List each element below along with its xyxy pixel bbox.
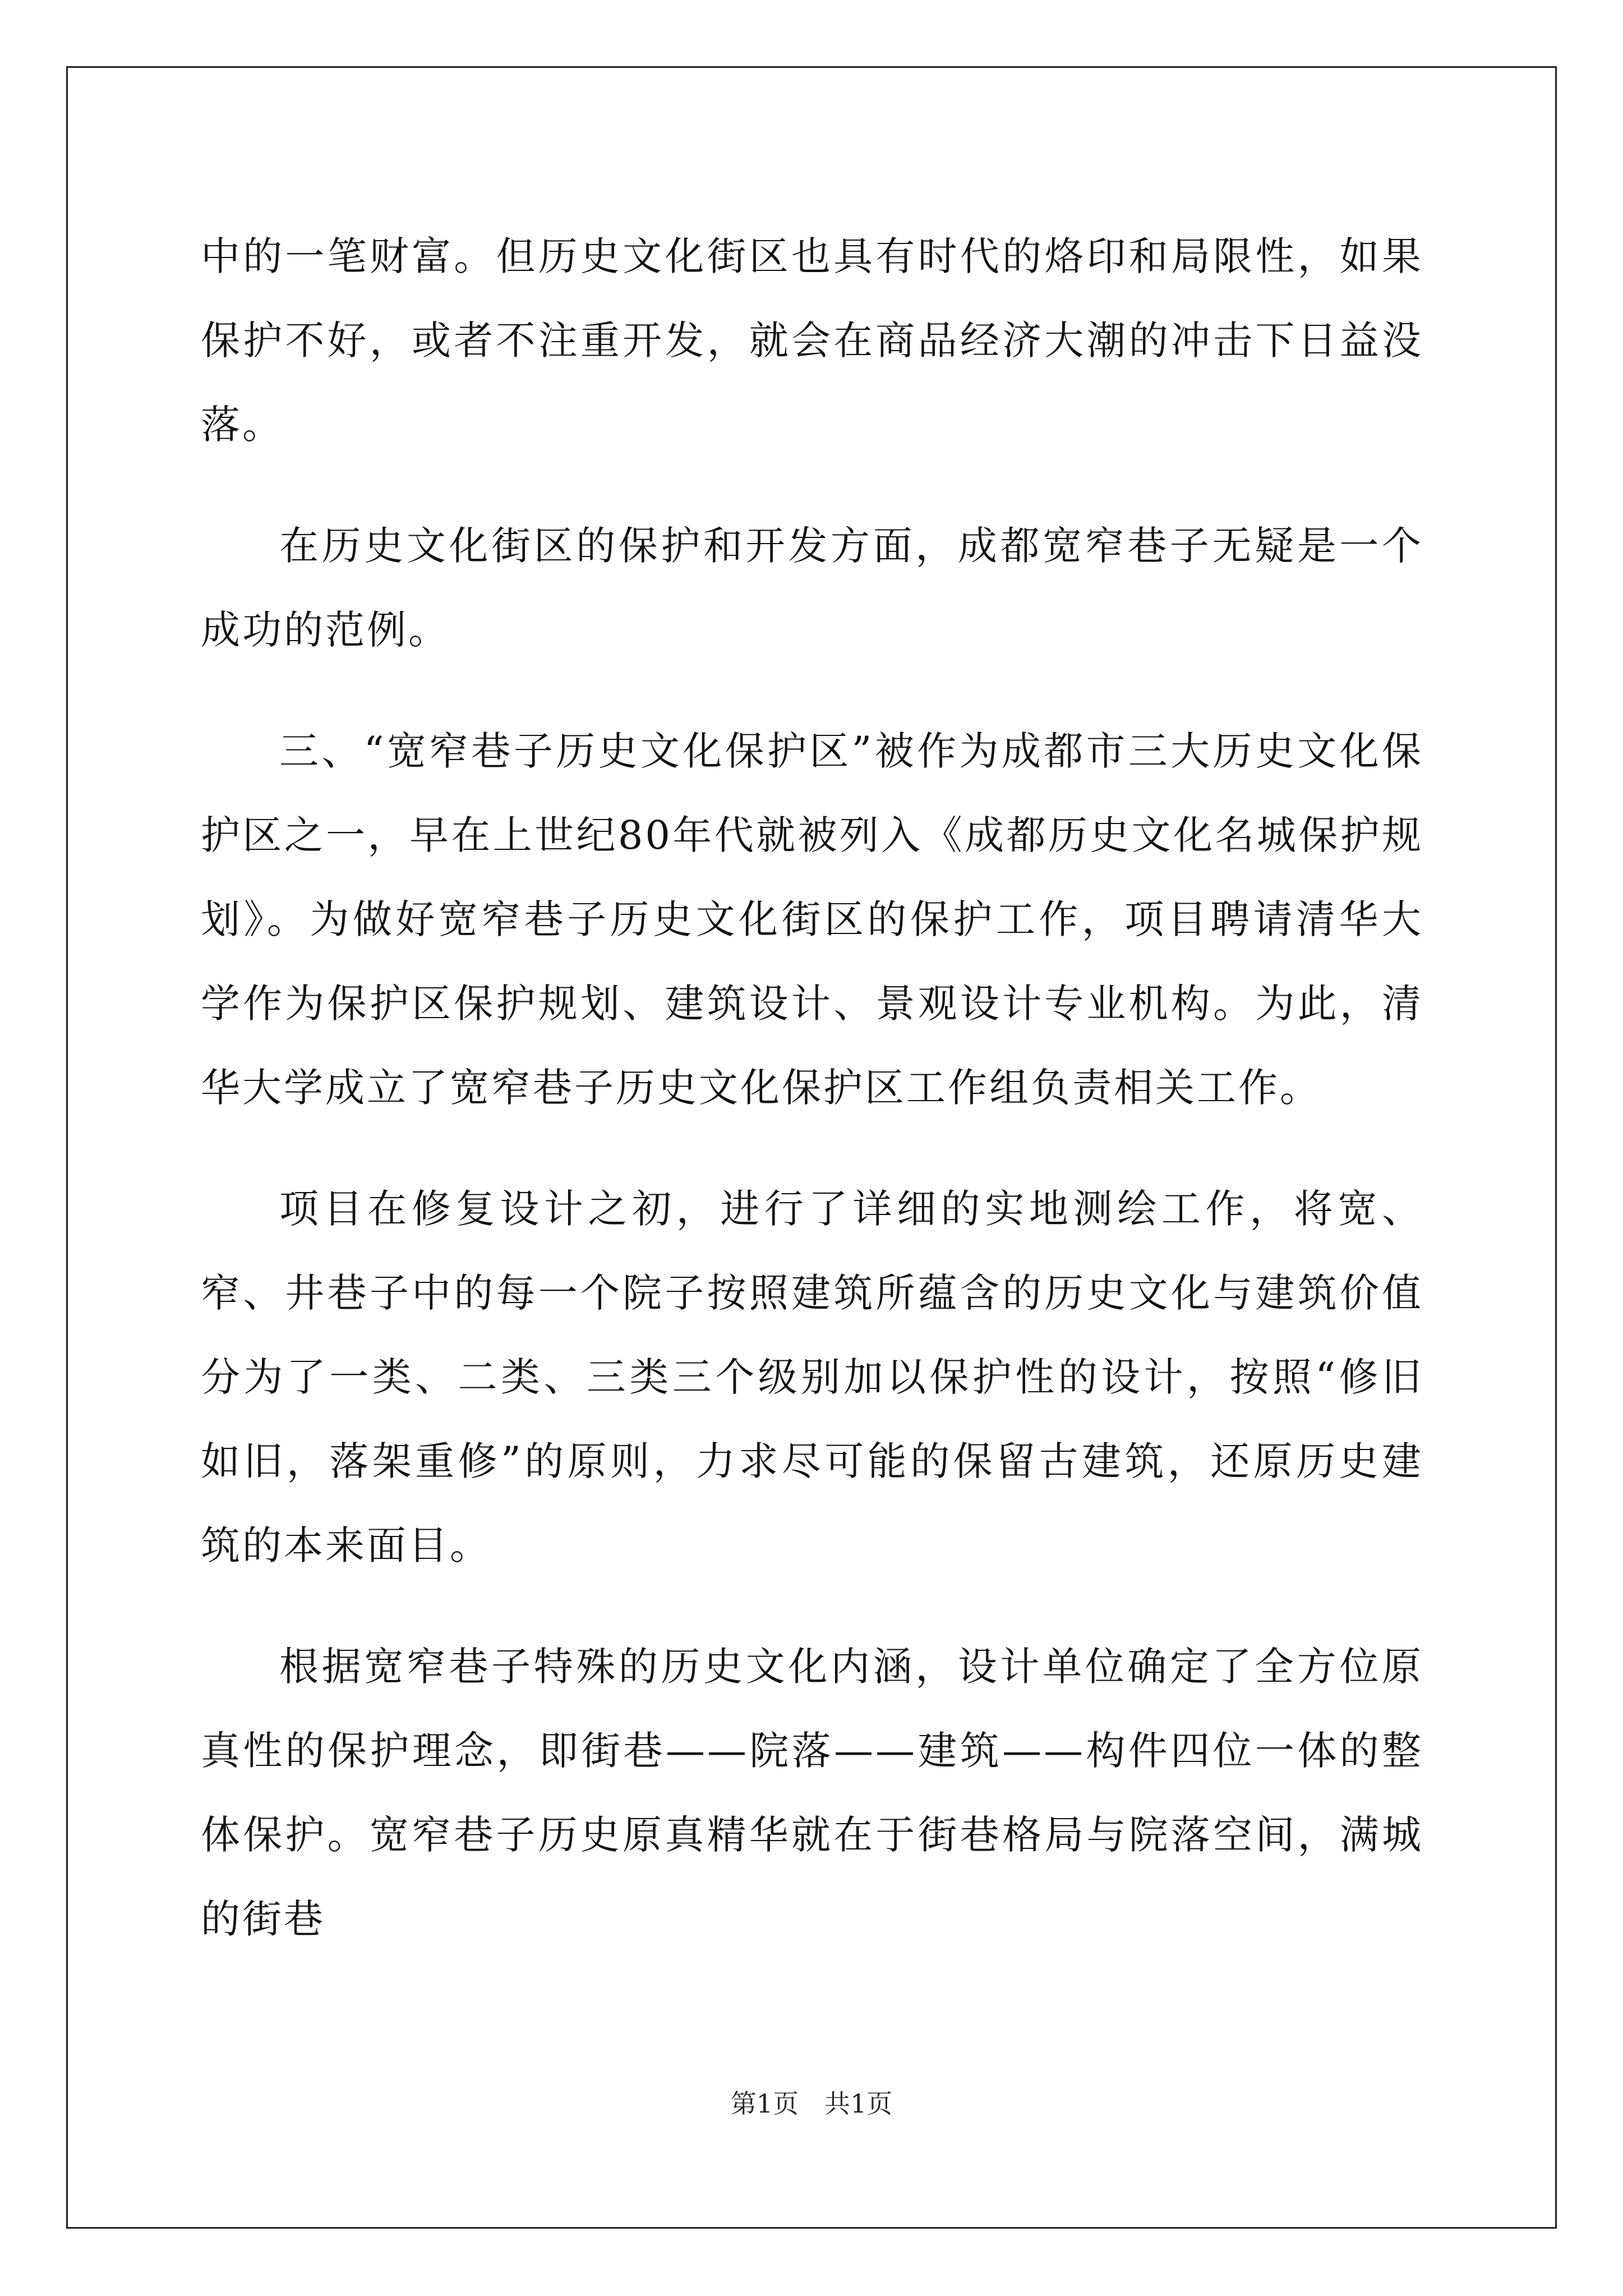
paragraph-1: 中的一笔财富。但历史文化街区也具有时代的烙印和局限性，如果保护不好，或者不注重开发，就会在商品经济大潮的冲击下日益没落。 (201, 233, 1423, 448)
paragraph-3: 三、“宽窄巷子历史文化保护区”被作为成都市三大历史文化保护区之一，早在上世纪80年代就被列入《成都历史文化名城保护规划》。为做好宽窄巷子历史文化街区的保护工作，项目聘请清华大学作为保护区保护规划、建筑设计、景观设计专业机构。为此，清华大学成立了宽窄巷子历史文化保护区工作组负责相关工作。 (201, 728, 1423, 1111)
paragraph-5: 根据宽窄巷子特殊的历史文化内涵，设计单位确定了全方位原真性的保护理念，即街巷——院落——建筑——构件四位一体的整体保护。宽窄巷子历史原真精华就在于街巷格局与院落空间，满城的街巷 (201, 1644, 1423, 1942)
page-number-footer: 第1页 共1页 (730, 2088, 893, 2119)
paragraph-4: 项目在修复设计之初，进行了详细的实地测绘工作，将宽、窄、井巷子中的每一个院子按照建筑所蕴含的历史文化与建筑价值分为了一类、二类、三类三个级别加以保护性的设计，按照“修旧如旧，落架重修”的原则，力求尽可能的保留古建筑，还原历史建筑的本来面目。 (201, 1186, 1423, 1568)
paragraph-2: 在历史文化街区的保护和开发方面，成都宽窄巷子无疑是一个成功的范例。 (201, 523, 1423, 653)
document-body (201, 214, 1423, 1961)
